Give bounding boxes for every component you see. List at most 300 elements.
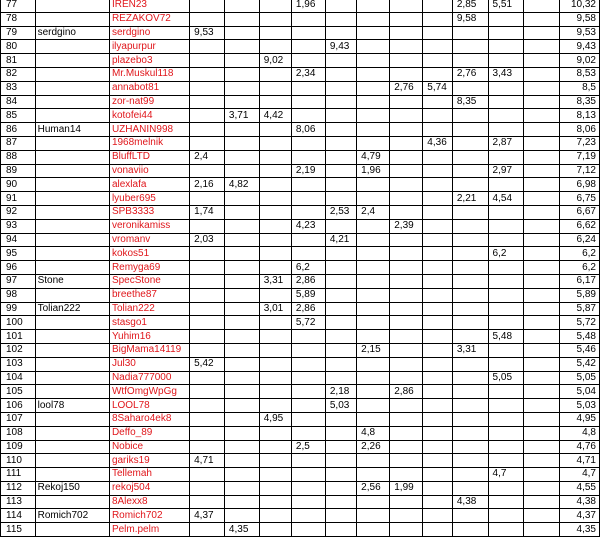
nickname-cell[interactable]: veronikamiss	[109, 219, 189, 233]
score-cell[interactable]	[325, 67, 356, 81]
score-cell[interactable]	[524, 330, 560, 344]
score-cell[interactable]	[224, 274, 259, 288]
score-cell[interactable]	[488, 219, 524, 233]
score-cell[interactable]	[224, 54, 259, 68]
total-cell[interactable]: 8,35	[560, 95, 600, 109]
score-cell[interactable]	[452, 302, 488, 316]
score-cell[interactable]	[423, 330, 453, 344]
score-cell[interactable]	[190, 54, 225, 68]
nickname-cell[interactable]: rekoj504	[109, 481, 189, 495]
score-cell[interactable]	[488, 399, 524, 413]
total-cell[interactable]: 5,46	[560, 343, 600, 357]
score-cell[interactable]: 4,38	[452, 495, 488, 509]
total-cell[interactable]: 8,13	[560, 109, 600, 123]
score-cell[interactable]	[357, 261, 390, 275]
score-cell[interactable]	[488, 426, 524, 440]
score-cell[interactable]	[325, 412, 356, 426]
player-cell[interactable]	[35, 261, 109, 275]
nickname-cell[interactable]: alexlafa	[109, 178, 189, 192]
rank-cell[interactable]: 78	[1, 12, 36, 26]
score-cell[interactable]	[325, 288, 356, 302]
score-cell[interactable]: 4,95	[259, 412, 291, 426]
score-cell[interactable]: 3,43	[488, 67, 524, 81]
score-cell[interactable]	[423, 468, 453, 482]
rank-cell[interactable]: 84	[1, 95, 36, 109]
score-cell[interactable]	[291, 412, 325, 426]
score-cell[interactable]	[325, 343, 356, 357]
score-cell[interactable]: 4,71	[190, 454, 225, 468]
total-cell[interactable]: 4,95	[560, 412, 600, 426]
player-cell[interactable]	[35, 54, 109, 68]
score-cell[interactable]	[224, 95, 259, 109]
score-cell[interactable]	[325, 426, 356, 440]
player-cell[interactable]	[35, 330, 109, 344]
nickname-cell[interactable]: 8Saharo4ek8	[109, 412, 189, 426]
score-cell[interactable]	[390, 67, 423, 81]
rank-cell[interactable]: 115	[1, 523, 36, 537]
nickname-cell[interactable]: annabot81	[109, 81, 189, 95]
score-cell[interactable]	[423, 371, 453, 385]
score-cell[interactable]	[325, 164, 356, 178]
score-cell[interactable]	[423, 150, 453, 164]
player-cell[interactable]	[35, 40, 109, 54]
score-cell[interactable]: 4,54	[488, 192, 524, 206]
score-cell[interactable]	[190, 302, 225, 316]
score-cell[interactable]	[357, 357, 390, 371]
score-cell[interactable]	[488, 12, 524, 26]
nickname-cell[interactable]: Mr.Muskul118	[109, 67, 189, 81]
total-cell[interactable]: 6,75	[560, 192, 600, 206]
score-cell[interactable]	[325, 468, 356, 482]
score-cell[interactable]: 5,74	[423, 81, 453, 95]
score-cell[interactable]	[190, 40, 225, 54]
rank-cell[interactable]: 88	[1, 150, 36, 164]
score-cell[interactable]	[390, 343, 423, 357]
score-cell[interactable]	[224, 412, 259, 426]
score-cell[interactable]	[325, 26, 356, 40]
score-cell[interactable]	[452, 205, 488, 219]
player-cell[interactable]	[35, 247, 109, 261]
total-cell[interactable]: 5,48	[560, 330, 600, 344]
score-cell[interactable]: 5,72	[291, 316, 325, 330]
score-cell[interactable]: 4,35	[224, 523, 259, 537]
score-cell[interactable]	[452, 481, 488, 495]
player-cell[interactable]	[35, 288, 109, 302]
score-cell[interactable]	[325, 440, 356, 454]
score-cell[interactable]: 8,06	[291, 123, 325, 137]
total-cell[interactable]: 6,24	[560, 233, 600, 247]
score-cell[interactable]: 8,35	[452, 95, 488, 109]
score-cell[interactable]	[452, 54, 488, 68]
score-cell[interactable]	[488, 233, 524, 247]
total-cell[interactable]: 5,89	[560, 288, 600, 302]
score-cell[interactable]	[524, 205, 560, 219]
score-cell[interactable]	[423, 399, 453, 413]
total-cell[interactable]: 6,67	[560, 205, 600, 219]
total-cell[interactable]: 5,42	[560, 357, 600, 371]
score-cell[interactable]	[190, 330, 225, 344]
score-cell[interactable]	[357, 495, 390, 509]
score-cell[interactable]: 9,02	[259, 54, 291, 68]
total-cell[interactable]: 9,53	[560, 26, 600, 40]
total-cell[interactable]: 4,38	[560, 495, 600, 509]
player-cell[interactable]	[35, 523, 109, 537]
score-cell[interactable]	[291, 109, 325, 123]
score-cell[interactable]	[357, 233, 390, 247]
score-cell[interactable]	[524, 0, 560, 12]
score-cell[interactable]	[390, 509, 423, 523]
nickname-cell[interactable]: SPB3333	[109, 205, 189, 219]
score-cell[interactable]	[357, 178, 390, 192]
score-cell[interactable]	[390, 247, 423, 261]
score-cell[interactable]	[357, 54, 390, 68]
score-cell[interactable]: 4,82	[224, 178, 259, 192]
rank-cell[interactable]: 109	[1, 440, 36, 454]
nickname-cell[interactable]: kotofei44	[109, 109, 189, 123]
score-cell[interactable]	[452, 454, 488, 468]
total-cell[interactable]: 7,19	[560, 150, 600, 164]
score-cell[interactable]	[524, 509, 560, 523]
score-cell[interactable]	[357, 40, 390, 54]
score-cell[interactable]	[190, 399, 225, 413]
player-cell[interactable]	[35, 178, 109, 192]
score-cell[interactable]	[452, 274, 488, 288]
score-cell[interactable]	[325, 274, 356, 288]
player-cell[interactable]	[35, 95, 109, 109]
score-cell[interactable]: 5,05	[488, 371, 524, 385]
score-cell[interactable]	[224, 343, 259, 357]
score-cell[interactable]	[423, 302, 453, 316]
score-cell[interactable]	[357, 26, 390, 40]
score-cell[interactable]	[390, 26, 423, 40]
rank-cell[interactable]: 97	[1, 274, 36, 288]
nickname-cell[interactable]: gariks19	[109, 454, 189, 468]
score-cell[interactable]	[452, 412, 488, 426]
score-cell[interactable]	[190, 136, 225, 150]
score-cell[interactable]	[488, 109, 524, 123]
score-cell[interactable]	[325, 247, 356, 261]
player-cell[interactable]: Tolian222	[35, 302, 109, 316]
total-cell[interactable]: 5,05	[560, 371, 600, 385]
score-cell[interactable]	[224, 123, 259, 137]
score-cell[interactable]	[357, 412, 390, 426]
score-cell[interactable]	[291, 481, 325, 495]
score-cell[interactable]: 4,7	[488, 468, 524, 482]
score-cell[interactable]	[390, 468, 423, 482]
score-cell[interactable]	[291, 205, 325, 219]
score-cell[interactable]	[259, 399, 291, 413]
nickname-cell[interactable]: vonaviio	[109, 164, 189, 178]
score-cell[interactable]	[224, 495, 259, 509]
score-cell[interactable]	[357, 454, 390, 468]
score-cell[interactable]	[452, 357, 488, 371]
player-cell[interactable]: Rekoj150	[35, 481, 109, 495]
score-cell[interactable]	[291, 357, 325, 371]
score-cell[interactable]: 2,19	[291, 164, 325, 178]
score-cell[interactable]	[452, 330, 488, 344]
score-cell[interactable]	[357, 95, 390, 109]
score-cell[interactable]	[224, 12, 259, 26]
score-cell[interactable]: 2,21	[452, 192, 488, 206]
rank-cell[interactable]: 110	[1, 454, 36, 468]
nickname-cell[interactable]: Pelm.pelm	[109, 523, 189, 537]
total-cell[interactable]: 9,58	[560, 12, 600, 26]
score-cell[interactable]: 1,96	[291, 0, 325, 12]
score-cell[interactable]: 5,42	[190, 357, 225, 371]
nickname-cell[interactable]: IREN23	[109, 0, 189, 12]
score-cell[interactable]	[224, 81, 259, 95]
score-cell[interactable]	[259, 357, 291, 371]
rank-cell[interactable]: 103	[1, 357, 36, 371]
score-cell[interactable]	[390, 261, 423, 275]
score-cell[interactable]: 2,86	[390, 385, 423, 399]
score-cell[interactable]	[390, 0, 423, 12]
score-cell[interactable]	[259, 440, 291, 454]
score-cell[interactable]	[224, 399, 259, 413]
score-cell[interactable]	[390, 412, 423, 426]
score-cell[interactable]	[357, 12, 390, 26]
score-cell[interactable]	[325, 95, 356, 109]
player-cell[interactable]	[35, 343, 109, 357]
score-cell[interactable]	[390, 40, 423, 54]
nickname-cell[interactable]: UZHANIN998	[109, 123, 189, 137]
score-cell[interactable]	[291, 233, 325, 247]
score-cell[interactable]	[524, 40, 560, 54]
score-cell[interactable]	[524, 12, 560, 26]
score-cell[interactable]	[291, 385, 325, 399]
score-cell[interactable]	[488, 302, 524, 316]
score-cell[interactable]	[524, 109, 560, 123]
score-cell[interactable]	[488, 523, 524, 537]
total-cell[interactable]: 8,53	[560, 67, 600, 81]
score-cell[interactable]	[190, 81, 225, 95]
score-cell[interactable]	[488, 357, 524, 371]
rank-cell[interactable]: 99	[1, 302, 36, 316]
player-cell[interactable]	[35, 233, 109, 247]
score-cell[interactable]	[488, 123, 524, 137]
nickname-cell[interactable]: kokos51	[109, 247, 189, 261]
score-cell[interactable]	[224, 150, 259, 164]
rank-cell[interactable]: 107	[1, 412, 36, 426]
score-cell[interactable]	[259, 150, 291, 164]
rank-cell[interactable]: 86	[1, 123, 36, 137]
rank-cell[interactable]: 108	[1, 426, 36, 440]
score-cell[interactable]	[357, 109, 390, 123]
total-cell[interactable]: 6,2	[560, 247, 600, 261]
score-cell[interactable]	[423, 233, 453, 247]
score-cell[interactable]	[423, 219, 453, 233]
score-cell[interactable]: 9,43	[325, 40, 356, 54]
score-cell[interactable]	[423, 316, 453, 330]
player-cell[interactable]	[35, 109, 109, 123]
total-cell[interactable]: 5,72	[560, 316, 600, 330]
score-cell[interactable]	[325, 481, 356, 495]
score-cell[interactable]	[423, 54, 453, 68]
score-cell[interactable]: 4,79	[357, 150, 390, 164]
score-cell[interactable]	[224, 316, 259, 330]
score-cell[interactable]	[291, 12, 325, 26]
score-cell[interactable]	[452, 509, 488, 523]
rank-cell[interactable]: 94	[1, 233, 36, 247]
score-cell[interactable]	[357, 81, 390, 95]
player-cell[interactable]	[35, 371, 109, 385]
score-cell[interactable]	[488, 412, 524, 426]
rank-cell[interactable]: 96	[1, 261, 36, 275]
score-cell[interactable]	[259, 219, 291, 233]
score-cell[interactable]	[190, 440, 225, 454]
score-cell[interactable]	[488, 150, 524, 164]
score-cell[interactable]	[259, 136, 291, 150]
nickname-cell[interactable]: Remyga69	[109, 261, 189, 275]
score-cell[interactable]	[524, 412, 560, 426]
score-cell[interactable]	[390, 495, 423, 509]
score-cell[interactable]	[390, 178, 423, 192]
score-cell[interactable]	[325, 54, 356, 68]
score-cell[interactable]: 5,51	[488, 0, 524, 12]
score-cell[interactable]	[423, 357, 453, 371]
score-cell[interactable]: 3,71	[224, 109, 259, 123]
score-cell[interactable]	[224, 357, 259, 371]
score-cell[interactable]	[524, 95, 560, 109]
score-cell[interactable]	[452, 109, 488, 123]
score-cell[interactable]	[488, 178, 524, 192]
score-cell[interactable]: 2,53	[325, 205, 356, 219]
rank-cell[interactable]: 89	[1, 164, 36, 178]
score-cell[interactable]	[452, 247, 488, 261]
score-cell[interactable]	[390, 371, 423, 385]
score-cell[interactable]	[488, 274, 524, 288]
score-cell[interactable]	[325, 371, 356, 385]
rank-cell[interactable]: 114	[1, 509, 36, 523]
rank-cell[interactable]: 105	[1, 385, 36, 399]
score-cell[interactable]	[524, 426, 560, 440]
score-cell[interactable]: 4,37	[190, 509, 225, 523]
rank-cell[interactable]: 93	[1, 219, 36, 233]
score-cell[interactable]: 2,5	[291, 440, 325, 454]
score-cell[interactable]: 3,31	[452, 343, 488, 357]
score-cell[interactable]	[224, 330, 259, 344]
score-cell[interactable]	[224, 440, 259, 454]
score-cell[interactable]	[423, 95, 453, 109]
score-cell[interactable]	[423, 481, 453, 495]
score-cell[interactable]	[190, 164, 225, 178]
score-cell[interactable]	[291, 54, 325, 68]
score-cell[interactable]	[357, 0, 390, 12]
score-cell[interactable]: 2,97	[488, 164, 524, 178]
score-cell[interactable]	[452, 523, 488, 537]
score-cell[interactable]	[524, 385, 560, 399]
score-cell[interactable]: 2,85	[452, 0, 488, 12]
score-cell[interactable]	[291, 509, 325, 523]
score-cell[interactable]	[224, 454, 259, 468]
score-cell[interactable]: 2,03	[190, 233, 225, 247]
score-cell[interactable]: 2,16	[190, 178, 225, 192]
score-cell[interactable]	[390, 288, 423, 302]
score-cell[interactable]	[357, 468, 390, 482]
score-cell[interactable]	[325, 12, 356, 26]
score-cell[interactable]: 2,56	[357, 481, 390, 495]
player-cell[interactable]	[35, 0, 109, 12]
score-cell[interactable]	[524, 192, 560, 206]
score-cell[interactable]: 2,39	[390, 219, 423, 233]
score-cell[interactable]	[325, 81, 356, 95]
player-cell[interactable]: Romich702	[35, 509, 109, 523]
score-cell[interactable]	[452, 233, 488, 247]
rank-cell[interactable]: 90	[1, 178, 36, 192]
nickname-cell[interactable]: Yuhim16	[109, 330, 189, 344]
score-cell[interactable]	[423, 178, 453, 192]
score-cell[interactable]	[259, 95, 291, 109]
score-cell[interactable]	[423, 261, 453, 275]
score-cell[interactable]	[190, 274, 225, 288]
rank-cell[interactable]: 111	[1, 468, 36, 482]
rank-cell[interactable]: 79	[1, 26, 36, 40]
rank-cell[interactable]: 100	[1, 316, 36, 330]
score-cell[interactable]	[524, 164, 560, 178]
nickname-cell[interactable]: stasgo1	[109, 316, 189, 330]
score-cell[interactable]	[390, 302, 423, 316]
player-cell[interactable]	[35, 219, 109, 233]
score-cell[interactable]	[291, 426, 325, 440]
player-cell[interactable]	[35, 385, 109, 399]
score-cell[interactable]	[259, 67, 291, 81]
score-cell[interactable]	[524, 247, 560, 261]
score-cell[interactable]	[357, 219, 390, 233]
score-cell[interactable]	[423, 523, 453, 537]
score-cell[interactable]	[452, 136, 488, 150]
total-cell[interactable]: 9,02	[560, 54, 600, 68]
nickname-cell[interactable]: REZAKOV72	[109, 12, 189, 26]
score-cell[interactable]	[488, 316, 524, 330]
score-cell[interactable]	[259, 205, 291, 219]
score-cell[interactable]	[452, 123, 488, 137]
score-cell[interactable]	[357, 274, 390, 288]
score-cell[interactable]	[488, 288, 524, 302]
score-cell[interactable]	[524, 302, 560, 316]
player-cell[interactable]	[35, 150, 109, 164]
nickname-cell[interactable]: Romich702	[109, 509, 189, 523]
score-cell[interactable]: 4,21	[325, 233, 356, 247]
score-cell[interactable]	[423, 109, 453, 123]
score-cell[interactable]	[524, 219, 560, 233]
score-cell[interactable]: 5,48	[488, 330, 524, 344]
nickname-cell[interactable]: Tellemah	[109, 468, 189, 482]
score-cell[interactable]	[524, 261, 560, 275]
nickname-cell[interactable]: Tolian222	[109, 302, 189, 316]
nickname-cell[interactable]: BluffLTD	[109, 150, 189, 164]
rank-cell[interactable]: 98	[1, 288, 36, 302]
score-cell[interactable]	[224, 40, 259, 54]
rank-cell[interactable]: 77	[1, 0, 36, 12]
score-cell[interactable]	[190, 192, 225, 206]
score-cell[interactable]	[488, 40, 524, 54]
score-cell[interactable]	[224, 164, 259, 178]
total-cell[interactable]: 4,76	[560, 440, 600, 454]
total-cell[interactable]: 10,32	[560, 0, 600, 12]
rank-cell[interactable]: 80	[1, 40, 36, 54]
score-cell[interactable]	[259, 123, 291, 137]
score-cell[interactable]	[390, 12, 423, 26]
score-cell[interactable]	[423, 26, 453, 40]
score-cell[interactable]: 5,03	[325, 399, 356, 413]
score-cell[interactable]	[488, 205, 524, 219]
score-cell[interactable]	[291, 95, 325, 109]
rank-cell[interactable]: 87	[1, 136, 36, 150]
score-cell[interactable]	[423, 454, 453, 468]
player-cell[interactable]: Human14	[35, 123, 109, 137]
score-cell[interactable]	[259, 81, 291, 95]
score-cell[interactable]	[259, 495, 291, 509]
